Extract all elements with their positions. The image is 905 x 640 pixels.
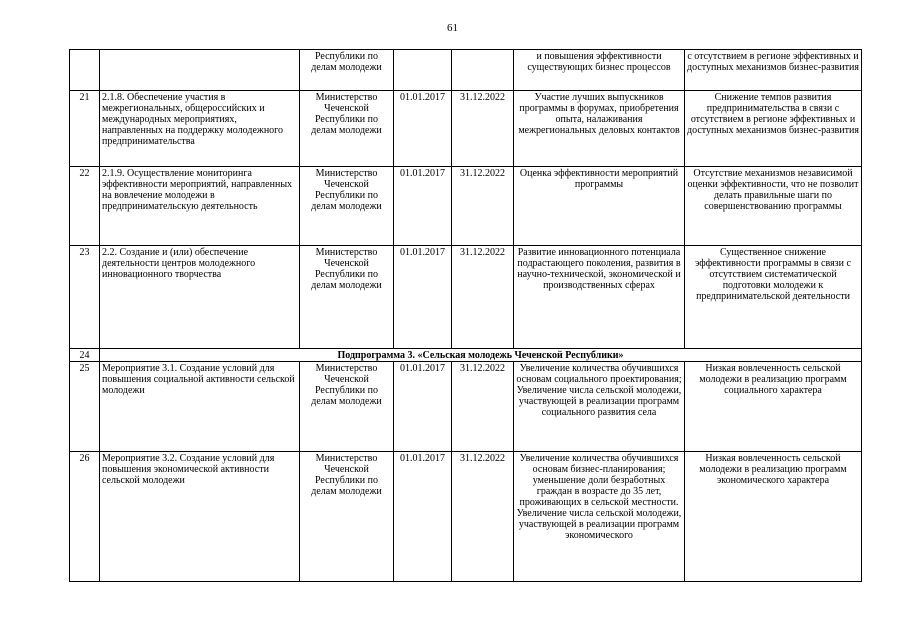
table-row (70, 91, 862, 167)
responsible-org: Министерство Чеченской Республики по делам молодежи (300, 246, 394, 349)
start-date: 01.01.2017 (394, 167, 452, 246)
expected-result: Развитие инновационного потенциала подрастающего поколения, развития в научно-технической, экономической и производственных сферах (514, 246, 685, 349)
end-date: 31.12.2022 (452, 362, 514, 452)
responsible-org: Министерство Чеченской Республики по делам молодежи (300, 452, 394, 582)
activity-name: 2.1.8. Обеспечение участия в межрегиональных, общероссийских и международных мероприятиях, направленных на поддержку молодежного предпринимательства (100, 91, 300, 167)
expected-result: и повышения эффективности существующих бизнес процессов (514, 50, 685, 91)
start-date (394, 50, 452, 91)
start-date: 01.01.2017 (394, 362, 452, 452)
risk-consequence: Низкая вовлеченность сельской молодежи в реализацию программ экономического характера (685, 452, 862, 582)
responsible-org: Министерство Чеченской Республики по делам молодежи (300, 91, 394, 167)
start-date: 01.01.2017 (394, 246, 452, 349)
subprogram-row (70, 349, 862, 362)
risk-consequence: Существенное снижение эффективности программы в связи с отсутствием систематической подготовки молодежи к предпринимательской деятельности (685, 246, 862, 349)
table-row (70, 362, 862, 452)
expected-result: Увеличение количества обучившихся основам бизнес-планирования; уменьшение доли безработных граждан в возрасте до 35 лет, проживающих в сельской местности. Увеличение числа сельской молодежи, участвующей в реализации программ экономического (514, 452, 685, 582)
expected-result: Оценка эффективности мероприятий программы (514, 167, 685, 246)
risk-consequence: Снижение темпов развития предпринимательства в связи с отсутствием в регионе эффективных и доступных механизмов бизнес-развития (685, 91, 862, 167)
start-date: 01.01.2017 (394, 91, 452, 167)
expected-result: Увеличение количества обучившихся основам социального проектирования; Увеличение числа сельской молодежи, участвующей в реализации программ социального развития села (514, 362, 685, 452)
row-number: 25 (70, 362, 100, 452)
start-date: 01.01.2017 (394, 452, 452, 582)
responsible-org: Министерство Чеченской Республики по делам молодежи (300, 362, 394, 452)
responsible-org: Министерство Чеченской Республики по делам молодежи (300, 167, 394, 246)
end-date: 31.12.2022 (452, 246, 514, 349)
subprogram-title: Подпрограмма 3. «Сельская молодежь Чеченской Республики» (100, 349, 862, 362)
risk-consequence: с отсутствием в регионе эффективных и доступных механизмов бизнес-развития (685, 50, 862, 91)
activity-name (100, 50, 300, 91)
expected-result: Участие лучших выпускников программы в форумах, приобретения опыта, налаживания межрегиональных деловых контактов (514, 91, 685, 167)
activity-name: Мероприятие 3.2. Создание условий для повышения экономической активности сельской молодежи (100, 452, 300, 582)
activity-name: 2.1.9. Осуществление мониторинга эффективности мероприятий, направленных на вовлечение молодежи в предпринимательскую деятельность (100, 167, 300, 246)
row-number: 26 (70, 452, 100, 582)
responsible-org: Республики по делам молодежи (300, 50, 394, 91)
row-number (70, 50, 100, 91)
activity-name: Мероприятие 3.1. Создание условий для повышения социальной активности сельской молодежи (100, 362, 300, 452)
row-number: 24 (70, 349, 100, 362)
end-date: 31.12.2022 (452, 167, 514, 246)
end-date (452, 50, 514, 91)
risk-consequence: Низкая вовлеченность сельской молодежи в реализацию программ социального характера (685, 362, 862, 452)
table-row (70, 246, 862, 349)
row-number: 21 (70, 91, 100, 167)
end-date: 31.12.2022 (452, 91, 514, 167)
end-date: 31.12.2022 (452, 452, 514, 582)
table-row (70, 452, 862, 582)
page-number: 61 (447, 22, 458, 34)
table-row (70, 167, 862, 246)
program-table (69, 49, 862, 582)
risk-consequence: Отсутствие механизмов независимой оценки эффективности, что не позволит делать правильные шаги по совершенствованию программы (685, 167, 862, 246)
row-number: 23 (70, 246, 100, 349)
row-number: 22 (70, 167, 100, 246)
activity-name: 2.2. Создание и (или) обеспечение деятельности центров молодежного инновационного творчества (100, 246, 300, 349)
table-row (70, 50, 862, 91)
